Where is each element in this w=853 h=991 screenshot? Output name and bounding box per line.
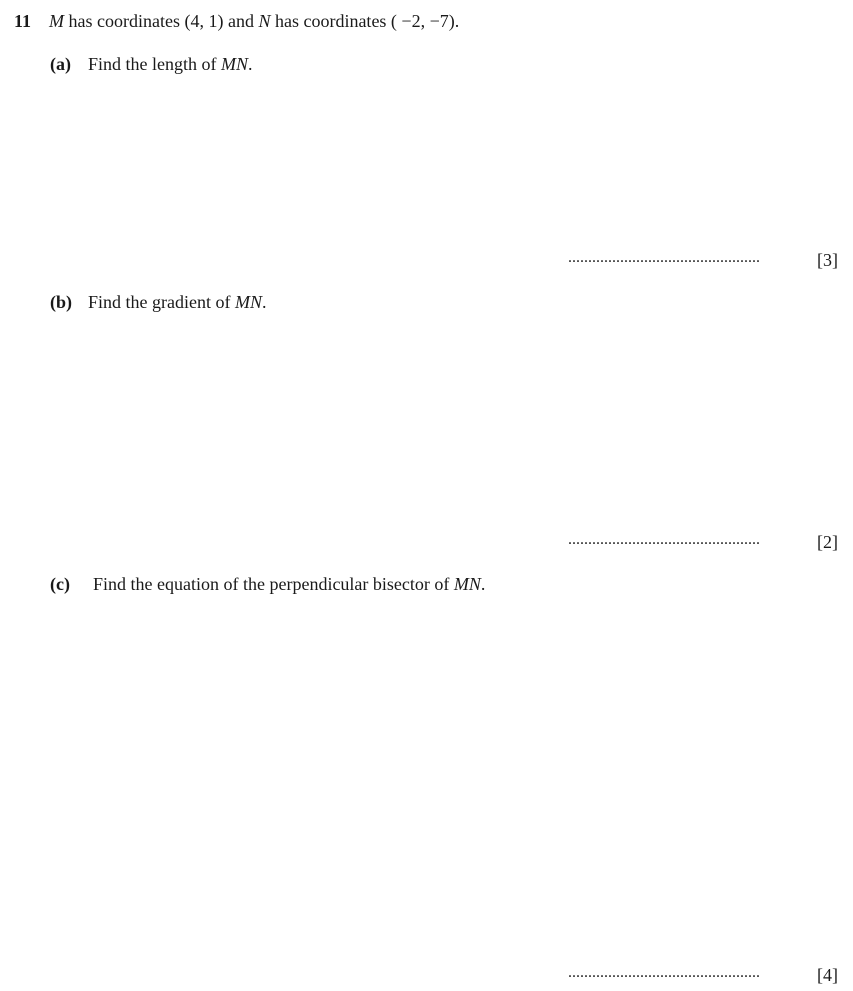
part-a-variable: MN [221,54,248,74]
part-c-text: Find the equation of the perpendicular bisector of [93,574,454,594]
part-b-answer-line[interactable]: ................................................ [568,531,760,548]
part-a-text: Find the length of [88,54,221,74]
question-stem [49,12,459,30]
part-b-text: Find the gradient of [88,292,235,312]
part-a-marks: [3] [817,250,838,270]
part-c-answer-line[interactable]: ................................................ [568,964,760,981]
point-n-variable: N [258,11,271,31]
stem-text-1: has coordinates (4, 1) and [64,11,259,31]
part-b-label: (b) [50,292,72,312]
stem-text-2: has coordinates ( −2, −7). [270,11,460,31]
part-a-end: . [248,54,253,74]
part-c-variable: MN [453,574,481,594]
part-a-label: (a) [50,54,71,74]
point-m-variable: M [49,11,64,31]
part-a-answer-line[interactable]: ................................................ [568,249,760,266]
part-b-end: . [261,292,267,312]
part-b-variable: MN [234,292,262,312]
part-c-label: (c) [50,574,70,594]
question-number: 11 [14,11,32,31]
part-b-prompt [88,293,266,311]
part-c-marks: [4] [817,965,838,985]
part-c-prompt [93,575,485,593]
part-b-marks: [2] [817,532,838,552]
part-a-prompt [88,55,253,73]
part-c-end: . [480,574,486,594]
